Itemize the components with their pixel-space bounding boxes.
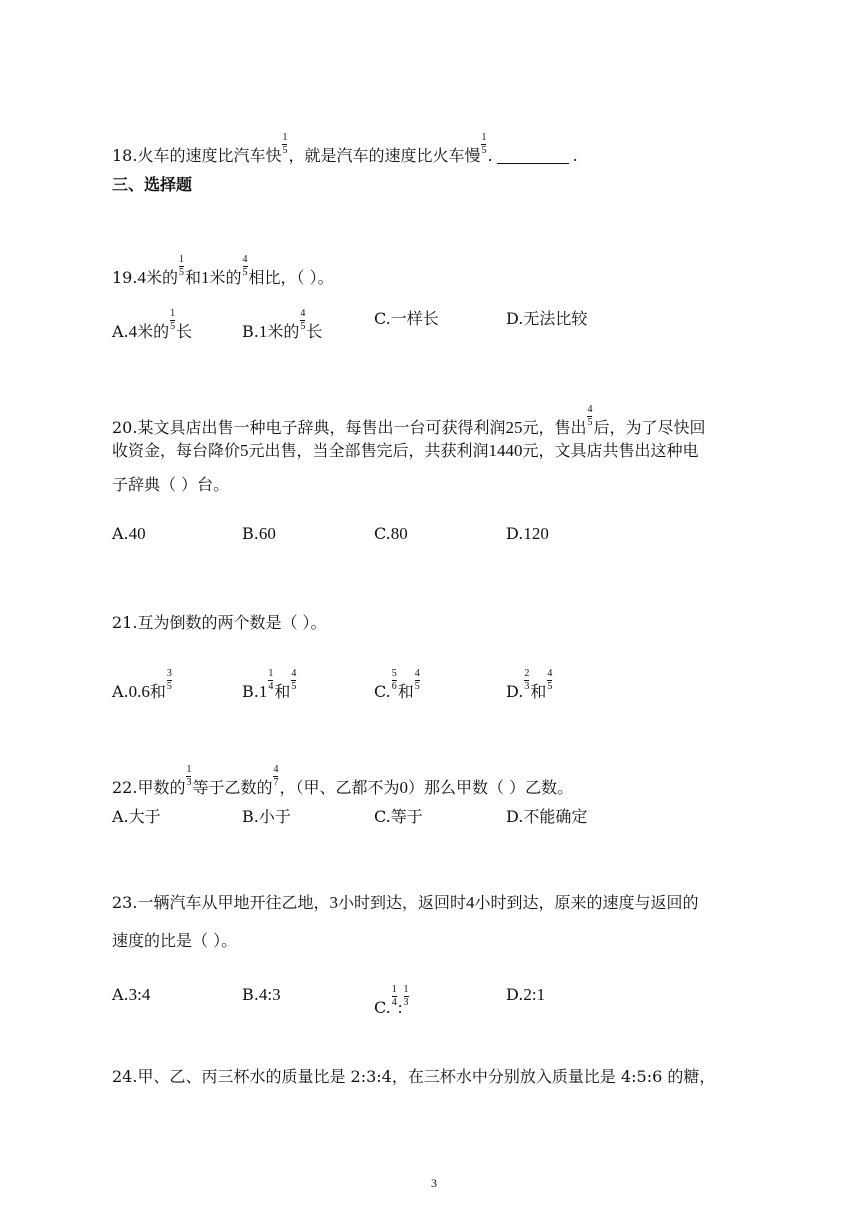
q18-text-5: . [572,146,578,165]
q19-option-c[interactable]: C.一样长 [374,309,439,328]
option-letter: A. [112,985,129,1004]
question-20-line-1 [112,404,705,439]
fraction [415,668,420,693]
q22-option-a[interactable]: A.大于 [112,807,161,826]
numerator: 3 [166,668,172,679]
q23-value: 3 [329,893,338,912]
numerator: 4 [414,668,420,679]
q22-option-d[interactable]: D.不能确定 [506,807,588,826]
fraction [291,668,296,693]
section-heading: 三、选择题 [112,175,193,194]
option-value: 1 [258,682,268,701]
denominator: 5 [170,321,176,332]
q20-option-c[interactable] [374,523,408,545]
q20-value: 25 [505,418,523,437]
denominator: 4 [391,997,397,1008]
denominator: 5 [481,145,487,156]
option-letter: A. [112,682,129,701]
option-text: 和 [397,682,414,701]
fraction [392,984,397,1009]
option-letter: B. [242,524,259,543]
q20-text: 元，文具店共售出这种电 [522,441,699,460]
q22-text: 等于乙数的 [192,778,273,797]
denominator: 7 [273,777,279,788]
option-letter: D. [506,524,524,543]
q20-text: 元出售，当全部售完后，共获利润 [248,441,489,460]
option-value: 60 [258,524,276,543]
q20-value: 1440 [488,441,523,460]
q23-text: 小时到达，返回时 [337,893,466,912]
denominator: 5 [166,681,172,692]
q20-text: 20.某文具店出售一种电子辞典，每售出一台可获得利润 [112,418,506,437]
denominator: 5 [242,267,248,278]
question-18 [112,132,578,167]
q23-option-c[interactable] [374,984,410,1019]
q23-option-b[interactable] [242,984,281,1006]
numerator: 2 [524,668,530,679]
numerator: 1 [282,132,288,143]
question-22 [112,764,573,799]
denominator: 6 [391,681,397,692]
denominator: 3 [186,777,192,788]
question-19 [112,254,334,289]
option-value: 2:1 [523,985,546,1004]
numerator: 4 [242,254,248,265]
fraction [392,668,397,693]
numerator: 1 [403,984,409,995]
denominator: 5 [547,681,553,692]
q19-number: 19. [112,268,138,287]
numerator: 4 [587,404,593,415]
denominator: 4 [268,681,274,692]
q23-value: 4 [465,893,475,912]
option-value: 80 [390,524,408,543]
q20-option-b[interactable] [242,523,276,545]
q19-option-a[interactable] [112,308,192,343]
q19-option-d[interactable]: D.无法比较 [506,309,588,328]
fraction [268,668,273,693]
q18-text-2: 火车的速度比汽车快 [137,146,282,165]
numerator: 4 [547,668,553,679]
numerator: 1 [481,132,487,143]
fraction [404,984,409,1009]
option-value: 1 [258,322,268,341]
denominator: 3 [524,681,530,692]
q23-option-a[interactable] [112,984,150,1006]
numerator: 1 [170,308,176,319]
denominator: 5 [282,145,288,156]
fraction [282,132,287,157]
q20-option-a[interactable] [112,523,146,545]
option-letter: B. [242,985,259,1004]
option-text: 和 [530,682,547,701]
q19-text: 和 [184,268,201,287]
fraction [547,668,552,693]
q20-text: 后，为了尽快回 [593,418,706,437]
denominator: 5 [178,267,184,278]
q23-text: 23.一辆汽车从甲地开往乙地， [112,893,330,912]
denominator: 3 [403,997,409,1008]
q18-text-3: ，就是汽车的速度比火车慢 [288,146,481,165]
option-letter: C. [374,998,391,1017]
option-text: 米的 [267,322,300,341]
q19-text: 相比，（ ）。 [248,268,334,287]
option-value: 120 [523,524,549,543]
option-text: 米的 [137,322,170,341]
option-text: 长 [176,322,193,341]
option-text: 和 [274,682,291,701]
option-text: 和 [149,682,166,701]
q18-text-4: . [487,146,493,165]
answer-blank[interactable] [497,147,569,164]
option-letter: B. [242,322,259,341]
option-value: 4 [128,322,138,341]
q21-option-a[interactable] [112,668,173,703]
question-23-line-1 [112,892,698,914]
q23-option-d[interactable] [506,984,545,1006]
numerator: 4 [273,764,279,775]
option-letter: C. [374,682,391,701]
q20-option-d[interactable] [506,523,549,545]
numerator: 5 [391,668,397,679]
q22-option-c[interactable]: C.等于 [374,807,423,826]
fraction [481,132,486,157]
option-value: 40 [128,524,146,543]
q19-option-b[interactable] [242,308,322,343]
q22-option-b[interactable]: B.小于 [242,807,291,826]
q22-text: 22.甲数的 [112,778,186,797]
q21-option-d[interactable] [506,668,553,703]
numerator: 4 [291,668,297,679]
fraction [524,668,529,693]
q22-value: 0 [399,778,408,797]
fraction [186,764,191,789]
q23-text: 小时到达，原来的速度与返回的 [474,893,699,912]
q22-text: ，（甲、乙都不为 [279,778,400,797]
option-letter: A. [112,524,129,543]
fraction [170,308,175,333]
fraction [273,764,278,789]
question-20-line-2 [112,440,699,462]
denominator: 5 [291,681,297,692]
numerator: 4 [300,308,306,319]
q22-text: ）那么甲数（ ）乙数。 [407,778,574,797]
q19-text: 米的 [209,268,242,287]
fraction [587,404,592,429]
option-letter: D. [506,682,524,701]
fraction [167,668,172,693]
question-24: 24.甲、乙、丙三杯水的质量比是 2:3:4，在三杯水中分别放入质量比是 4:5:6 的糖， [112,1067,716,1086]
q18-text-1: 18. [112,146,138,165]
fraction [179,254,184,279]
ratio-colon: : [397,998,403,1017]
q21-option-c[interactable] [374,668,421,703]
question-20-line-3: 子辞典（ ）台。 [112,475,230,494]
q20-value: 5 [240,441,249,460]
option-value: 3:4 [128,985,151,1004]
fraction [243,254,248,279]
option-text: 长 [306,322,323,341]
denominator: 5 [300,321,306,332]
option-letter: C. [374,524,391,543]
question-23-line-2: 速度的比是（ ）。 [112,931,238,950]
q19-text: 米的 [145,268,178,287]
option-letter: D. [506,985,524,1004]
fraction [300,308,305,333]
page-number: 3 [431,1176,437,1190]
question-21: 21.互为倒数的两个数是（ ）。 [112,613,327,632]
q21-option-b[interactable] [242,668,297,703]
option-letter: B. [242,682,259,701]
option-value: 4:3 [258,985,281,1004]
q20-text: 元，售出 [522,418,587,437]
option-value: 0.6 [128,682,150,701]
q19-value: 1 [200,268,210,287]
numerator: 1 [268,668,274,679]
option-letter: A. [112,322,129,341]
denominator: 5 [587,417,593,428]
numerator: 1 [391,984,397,995]
numerator: 1 [178,254,184,265]
numerator: 1 [186,764,192,775]
q20-text: 收资金，每台降价 [112,441,241,460]
q19-value: 4 [137,268,146,287]
denominator: 5 [414,681,420,692]
